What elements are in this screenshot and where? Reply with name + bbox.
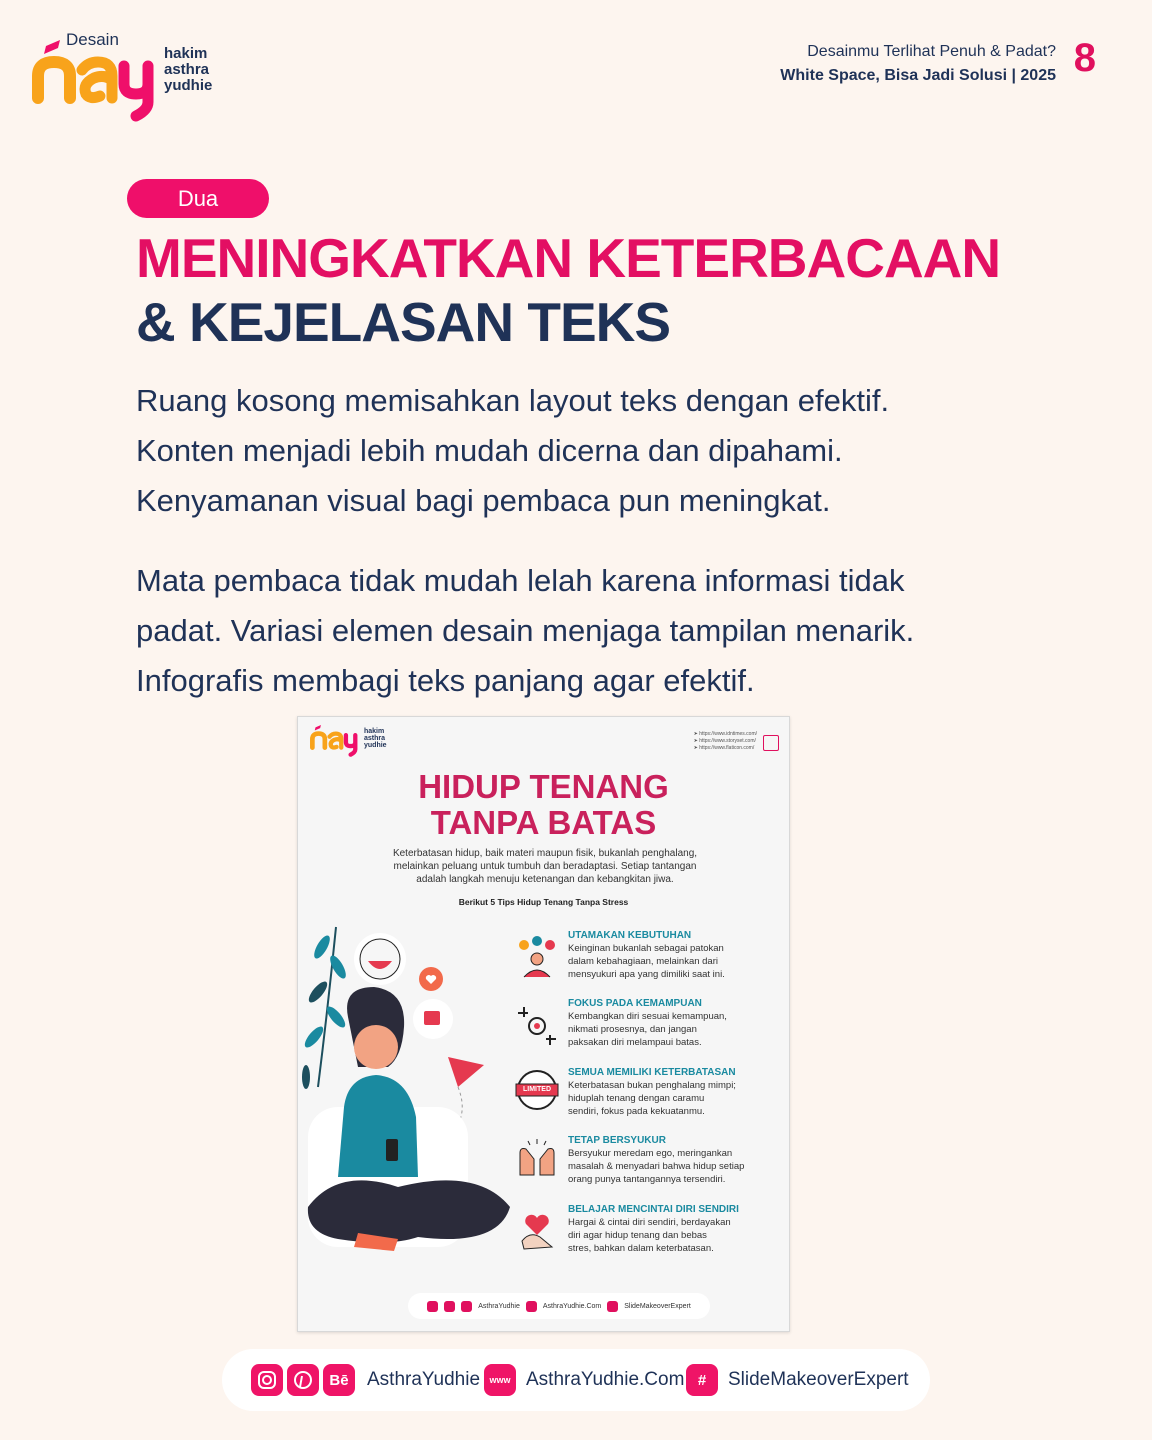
paragraph-line: Konten menjadi lebih mudah dicerna dan dipahami. [136,433,843,468]
infographic-logo-names: hakim asthra yudhie [364,728,387,749]
series-line-2: White Space, Bisa Jadi Solusi | 2025 [780,67,1056,84]
logo-top-text: Desain [66,30,119,49]
limited-badge-icon [514,1067,560,1113]
infographic-intro: Keterbatasan hidup, baik materi maupun fisik, bukanlah penghalang, melainkan peluang untuk tumbuh dan beradaptasi. Setiap tantangan adalah langkah menuju ketenangan dan kebangkitan jiwa. [392,848,698,885]
website-icon[interactable]: www [484,1364,516,1396]
channel-icon [607,1301,618,1312]
tip-1: UTAMAKAN KEBUTUHAN Keinginan bukanlah sebagai patokan dalam kebahagiaan, melainkan dari mensyukuri apa yang dimiliki saat ini. [568,930,725,980]
paragraph-line: padat. Variasi elemen desain menjaga tampilan menarik. [136,613,915,648]
channel-link[interactable]: SlideMakeoverExpert [728,1369,909,1390]
focus-target-icon [514,1003,560,1049]
source-links: ➤ https://www.idntimes.com/ ➤ https://www.storyset.com/ ➤ https://www.flaticon.com/ [693,731,757,751]
logo-names: hakim asthra yudhie [164,45,213,94]
social-footer [222,1349,930,1411]
section-title-line-2: & KEJELASAN TEKS [136,291,671,353]
tip-3: SEMUA MEMILIKI KETERBATASAN Keterbatasan bukan penghalang mimpi; hiduplah tenang dengan caramu sendiri, fokus pada kekuatanmu. [568,1067,736,1117]
paragraph-line: Ruang kosong memisahkan layout teks dengan efektif. [136,383,890,418]
series-line-1: Desainmu Terlihat Penuh & Padat? [807,43,1056,60]
instagram-icon[interactable] [251,1364,283,1396]
infographic-logo-mark [308,725,362,757]
section-pill: Dua [127,179,269,218]
infographic-title-line-2: TANPA BATAS [430,804,657,841]
channel-group [686,1349,909,1411]
paragraph-1 [136,376,1036,526]
behance-icon [461,1301,472,1312]
hand-heart-icon [514,1205,560,1251]
series-title [780,40,1056,88]
pinterest-icon [444,1301,455,1312]
pinterest-icon[interactable] [287,1364,319,1396]
brand-logo [32,28,232,118]
website-link[interactable]: AsthraYudhie.Com [526,1369,685,1390]
instagram-icon [427,1301,438,1312]
infographic-title-line-1: HIDUP TENANG [418,768,669,805]
paragraph-line: Infografis membagi teks panjang agar efektif. [136,663,755,698]
section-title-line-1: MENINGKATKAN KETERBACAAN [136,227,1001,289]
social-group [251,1349,480,1411]
website-icon [526,1301,537,1312]
tip-4: TETAP BERSYUKUR Bersyukur meredam ego, meringankan masalah & menyadari bahwa hidup setiap orang punya tantangannya tersendiri. [568,1135,745,1185]
channel-icon[interactable]: # [686,1364,718,1396]
paragraph-2 [136,556,1036,706]
limited-badge-text: LIMITED [523,1086,551,1093]
behance-icon[interactable]: Bē [323,1364,355,1396]
paragraph-line: Kenyamanan visual bagi pembaca pun meningkat. [136,483,831,518]
tip-2: FOKUS PADA KEMAMPUAN Kembangkan diri sesuai kemampuan, nikmati prosesnya, dan jangan paksakan diri melampaui batas. [568,998,727,1048]
praying-hands-icon [514,1135,560,1181]
relaxed-woman-illustration [298,907,513,1257]
infographic-example [297,716,790,1332]
scan-icon [763,735,779,751]
social-handle[interactable]: AsthraYudhie [367,1369,481,1390]
page-number: 8 [1073,36,1096,80]
people-needs-icon [514,933,560,979]
tip-5: BELAJAR MENCINTAI DIRI SENDIRI Hargai & cintai diri sendiri, berdayakan diri agar hidup tenang dan bebas stres, bahkan dalam keterbatasan. [568,1204,739,1254]
website-group [484,1349,684,1411]
paragraph-line: Mata pembaca tidak mudah lelah karena informasi tidak [136,563,905,598]
nay-logo-mark [32,40,160,122]
infographic-footer: AsthraYudhie AsthraYudhie.Com SlideMakeoverExpert [408,1293,710,1319]
infographic-subtitle: Berikut 5 Tips Hidup Tenang Tanpa Stress [458,897,629,907]
